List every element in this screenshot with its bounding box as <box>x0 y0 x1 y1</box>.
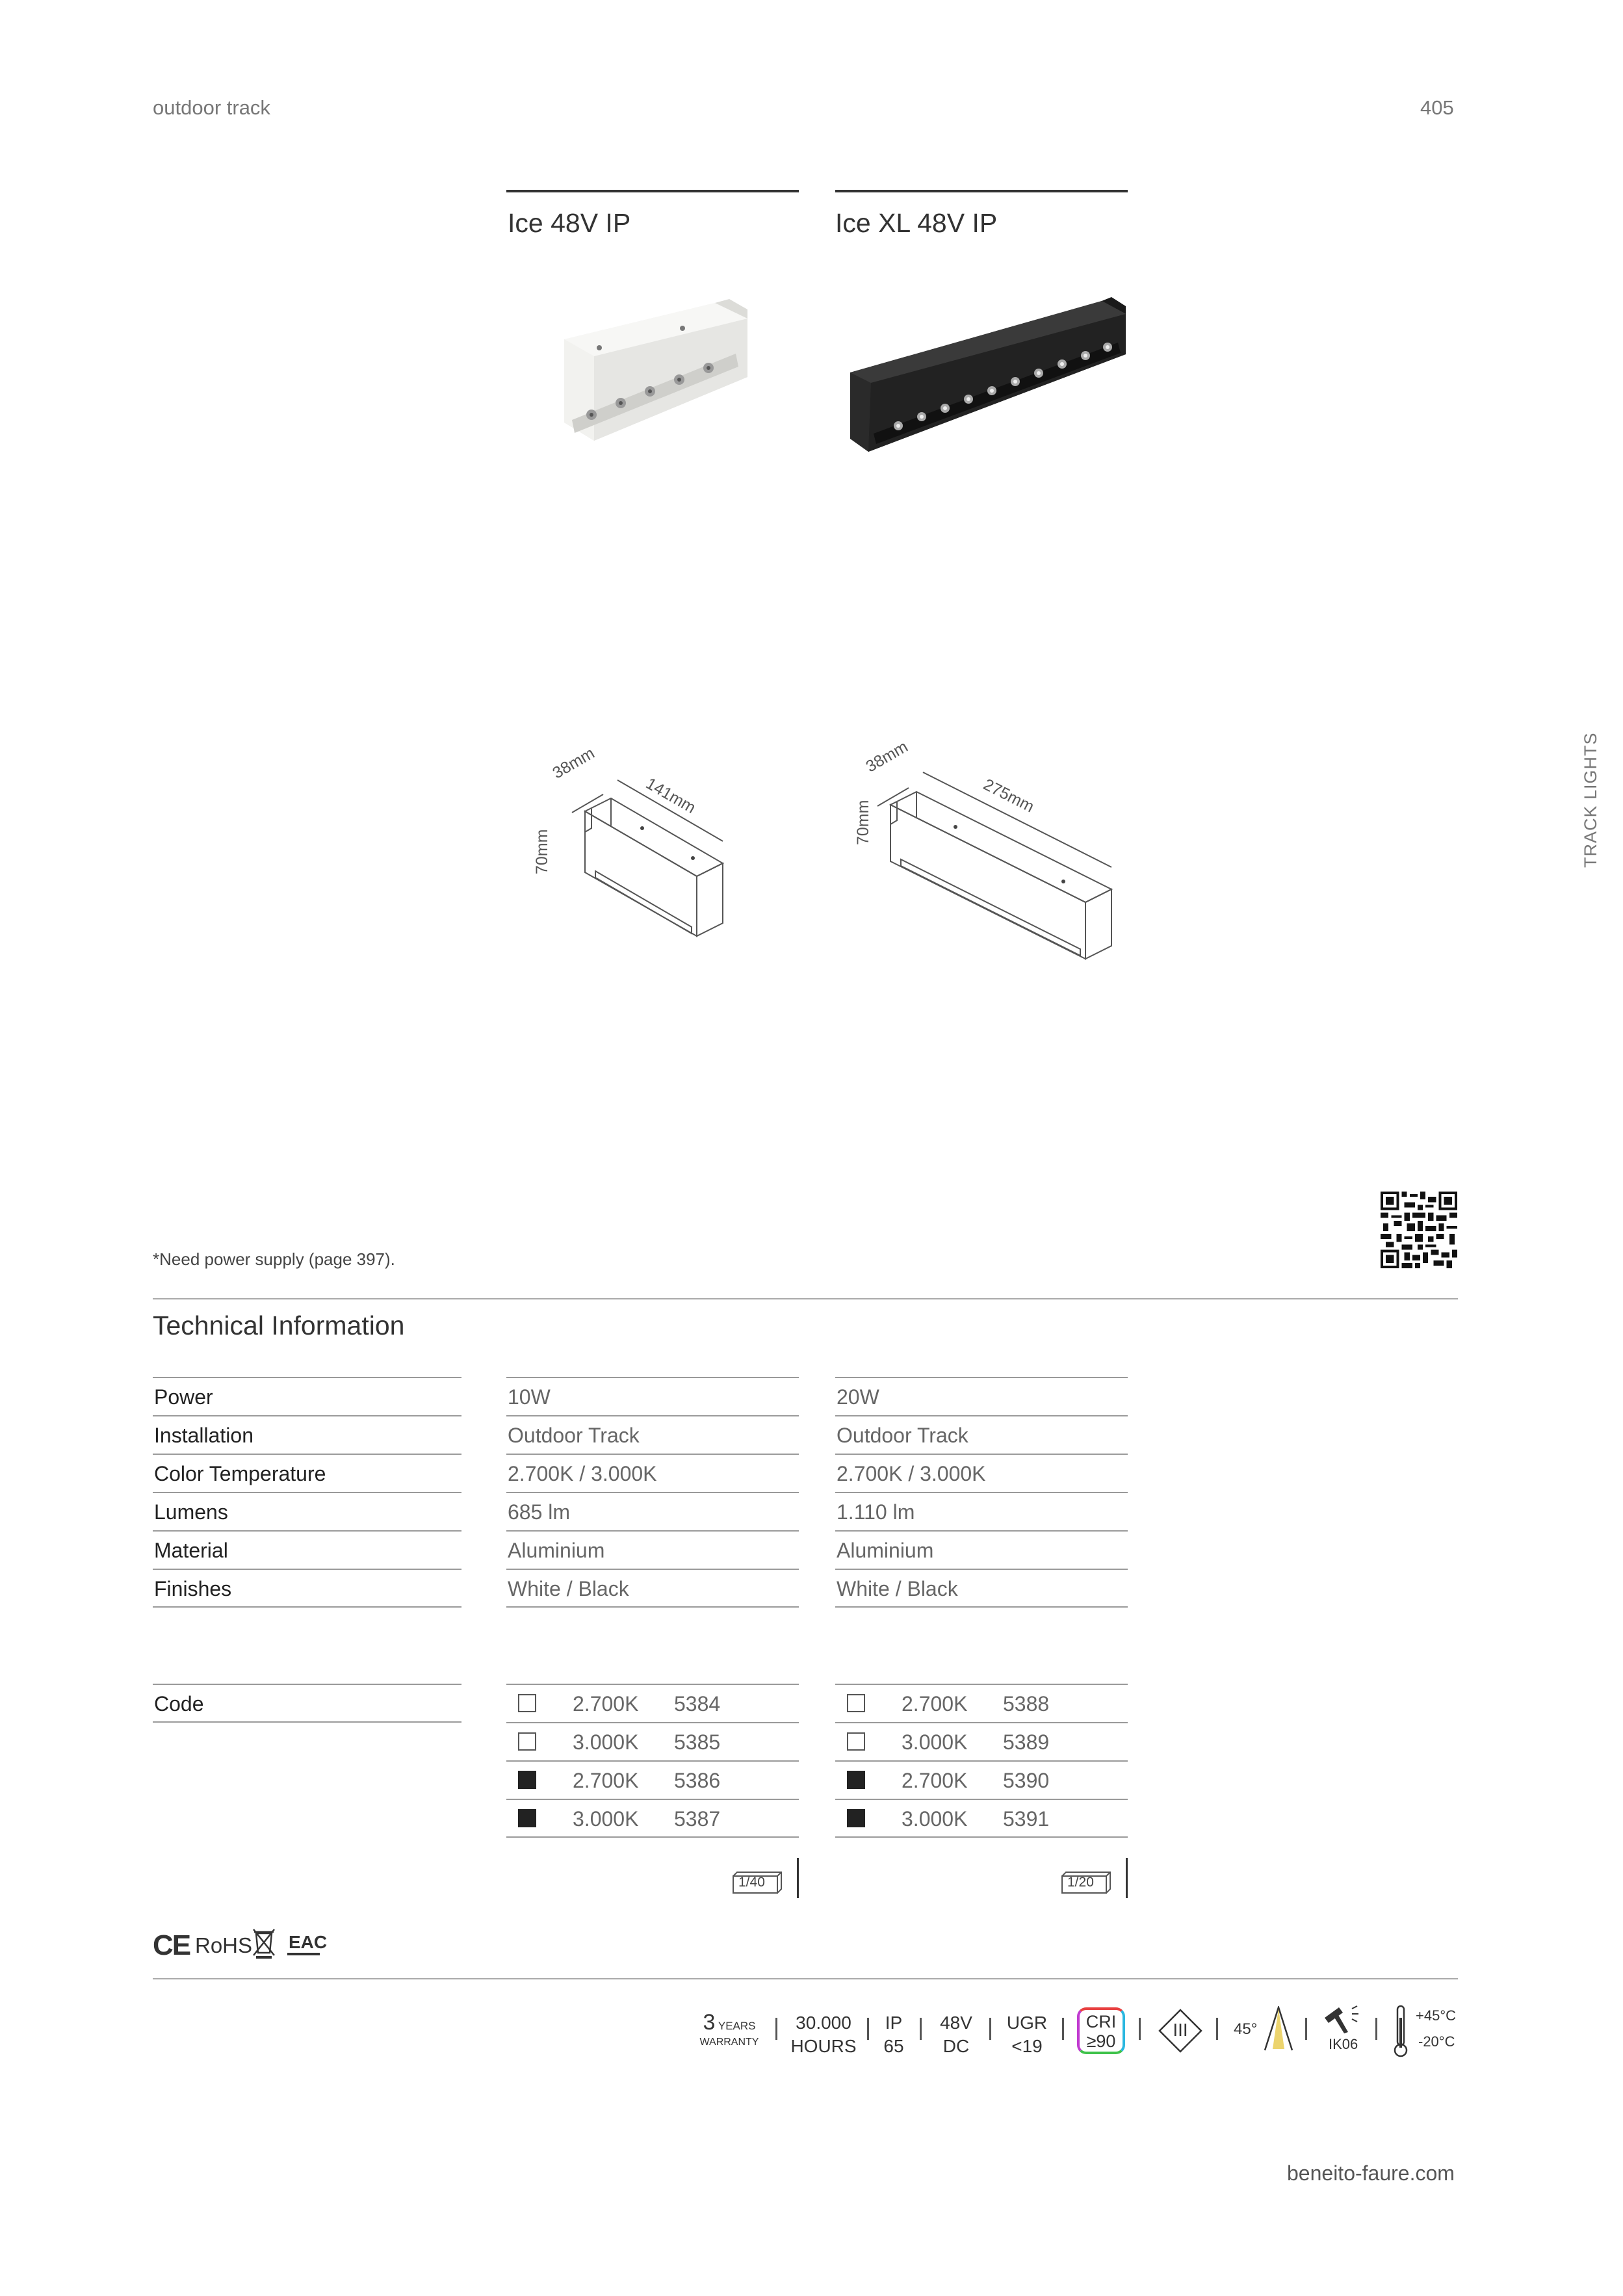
hours-unit: HOURS <box>790 2036 857 2056</box>
beam-angle-icon <box>1264 2006 1293 2052</box>
code-temp: 3.000K <box>902 1807 968 1831</box>
tech-value: 2.700K / 3.000K <box>837 1462 986 1485</box>
page-number: 405 <box>1420 96 1454 119</box>
spec-separator <box>920 2018 922 2040</box>
spec-separator <box>1062 2018 1064 2040</box>
hours-badge <box>788 2011 859 2058</box>
eac-label: EAC <box>289 1932 328 1952</box>
voltage-badge <box>933 2011 979 2058</box>
weee-bin-icon <box>252 1927 276 1959</box>
eac-mark <box>286 1932 328 1958</box>
dim-width-1: 38mm <box>549 744 598 783</box>
tech-row <box>835 1492 1128 1531</box>
ip-label: IP <box>885 2013 903 2033</box>
tech-value: Outdoor Track <box>508 1424 640 1447</box>
dim-height-2: 70mm <box>854 800 872 845</box>
code-row <box>835 1722 1128 1761</box>
tech-row <box>153 1492 461 1531</box>
tech-row <box>506 1530 799 1569</box>
finish-black-swatch <box>518 1771 536 1789</box>
spec-separator <box>1375 2018 1377 2040</box>
tech-row <box>506 1569 799 1608</box>
tech-row <box>835 1530 1128 1569</box>
ugr-label: UGR <box>1006 2013 1048 2033</box>
tech-row <box>153 1377 461 1416</box>
finish-black-swatch <box>847 1771 865 1789</box>
rohs-mark: RoHS <box>195 1933 253 1957</box>
tech-row <box>153 1454 461 1493</box>
code-number: 5390 <box>1003 1769 1050 1792</box>
finish-black-swatch <box>518 1809 536 1827</box>
qr-code-icon[interactable] <box>1381 1192 1457 1268</box>
finish-white-swatch <box>847 1694 865 1712</box>
tech-row <box>835 1377 1128 1416</box>
dim-width-2: 38mm <box>863 737 911 776</box>
code-number: 5384 <box>674 1692 721 1715</box>
code-temp: 2.700K <box>573 1692 639 1715</box>
code-number: 5388 <box>1003 1692 1050 1715</box>
warranty-sub: WARRANTY <box>699 2037 759 2048</box>
tech-value: Aluminium <box>508 1539 605 1562</box>
voltage-value: 48V <box>940 2013 972 2033</box>
tech-label: Color Temperature <box>154 1462 326 1485</box>
code-number: 5391 <box>1003 1807 1050 1831</box>
product-photo-white <box>552 299 767 455</box>
tech-row <box>506 1415 799 1454</box>
tech-label: Power <box>154 1385 213 1409</box>
cri-label: CRI <box>1085 2012 1117 2031</box>
code-label: Code <box>154 1692 204 1715</box>
section-divider <box>153 1298 1458 1299</box>
code-row <box>506 1760 799 1799</box>
thermometer-icon <box>1392 2005 1409 2058</box>
ik-hammer-icon <box>1322 2005 1362 2033</box>
voltage-type: DC <box>942 2036 970 2056</box>
ip-value: 65 <box>883 2036 904 2056</box>
dimension-drawing-2 <box>851 735 1124 962</box>
divider <box>1126 1858 1128 1898</box>
side-tab: TRACK LIGHTS <box>1581 732 1600 868</box>
tech-row <box>835 1569 1128 1608</box>
tech-value: 10W <box>508 1385 551 1409</box>
code-row <box>506 1722 799 1761</box>
dim-length-2: 275mm <box>980 775 1037 816</box>
tech-info-title: Technical Information <box>153 1311 405 1340</box>
packaging-qty: 1/40 <box>738 1875 765 1890</box>
code-row <box>835 1760 1128 1799</box>
spec-separator <box>1305 2018 1307 2040</box>
dim-length-1: 141mm <box>642 774 699 818</box>
beam-angle: 45° <box>1234 2020 1258 2038</box>
cri-value: ≥90 <box>1086 2031 1116 2051</box>
class-label: III <box>1173 2020 1188 2040</box>
product-rule <box>835 190 1128 192</box>
ugr-value: <19 <box>1011 2036 1043 2056</box>
code-temp: 3.000K <box>573 1807 639 1831</box>
finish-white-swatch <box>518 1732 536 1751</box>
code-temp: 2.700K <box>902 1692 968 1715</box>
section-divider <box>153 1978 1458 1979</box>
tech-row <box>506 1454 799 1493</box>
ip-badge <box>877 2011 910 2058</box>
code-row <box>835 1684 1128 1723</box>
code-number: 5387 <box>674 1807 721 1831</box>
packaging-box-icon <box>1061 1871 1111 1894</box>
code-number: 5389 <box>1003 1730 1050 1754</box>
spec-separator <box>989 2018 991 2040</box>
tech-row <box>506 1492 799 1531</box>
tech-value: Aluminium <box>837 1539 934 1562</box>
hours-value: 30.000 <box>796 2013 851 2033</box>
tech-row <box>835 1454 1128 1493</box>
tech-row <box>835 1415 1128 1454</box>
tech-label: Installation <box>154 1424 253 1447</box>
packaging-qty: 1/20 <box>1067 1875 1094 1890</box>
dim-height-1: 70mm <box>533 829 551 874</box>
tech-value: 685 lm <box>508 1500 571 1524</box>
product-photo-black <box>845 296 1131 458</box>
code-number: 5386 <box>674 1769 721 1792</box>
spec-separator <box>1139 2018 1141 2040</box>
finish-white-swatch <box>847 1732 865 1751</box>
tech-row <box>506 1377 799 1416</box>
tech-label: Finishes <box>154 1577 232 1600</box>
tech-value: 1.110 lm <box>837 1500 915 1524</box>
code-temp: 3.000K <box>902 1730 968 1754</box>
warranty-unit: YEARS <box>718 2020 756 2032</box>
product-title-1: Ice 48V IP <box>508 208 631 238</box>
code-row <box>835 1799 1128 1838</box>
temp-max: +45°C <box>1416 2007 1457 2024</box>
product-title-2: Ice XL 48V IP <box>835 208 998 238</box>
tech-value: White / Black <box>508 1577 629 1600</box>
tech-value: 2.700K / 3.000K <box>508 1462 657 1485</box>
ce-mark: CE <box>153 1929 190 1961</box>
warranty-number: 3 <box>703 2010 716 2035</box>
temp-min: -20°C <box>1418 2033 1455 2050</box>
ik-rating: IK06 <box>1329 2036 1358 2052</box>
code-row <box>506 1799 799 1838</box>
divider <box>797 1858 799 1898</box>
warranty-badge <box>697 2010 762 2048</box>
spec-separator <box>775 2018 777 2040</box>
section-title: outdoor track <box>153 96 270 119</box>
product-rule <box>506 190 799 192</box>
packaging-box-icon <box>732 1871 783 1894</box>
code-temp: 3.000K <box>573 1730 639 1754</box>
tech-row <box>153 1415 461 1454</box>
code-temp: 2.700K <box>902 1769 968 1792</box>
tech-label: Material <box>154 1539 228 1562</box>
finish-black-swatch <box>847 1809 865 1827</box>
code-temp: 2.700K <box>573 1769 639 1792</box>
tech-row <box>153 1530 461 1569</box>
tech-label: Lumens <box>154 1500 228 1524</box>
spec-separator <box>1216 2018 1218 2040</box>
cri-badge <box>1077 2007 1125 2054</box>
code-label-row <box>153 1684 461 1723</box>
power-supply-note: *Need power supply (page 397). <box>153 1249 395 1269</box>
code-row <box>506 1684 799 1723</box>
website-link[interactable]: beneito-faure.com <box>1287 2161 1455 2185</box>
tech-row <box>153 1569 461 1608</box>
code-number: 5385 <box>674 1730 721 1754</box>
tech-value: White / Black <box>837 1577 958 1600</box>
finish-white-swatch <box>518 1694 536 1712</box>
tech-value: Outdoor Track <box>837 1424 968 1447</box>
ugr-badge <box>1001 2011 1053 2058</box>
class-iii-icon <box>1158 2009 1202 2053</box>
tech-value: 20W <box>837 1385 879 1409</box>
spec-separator <box>867 2018 869 2040</box>
